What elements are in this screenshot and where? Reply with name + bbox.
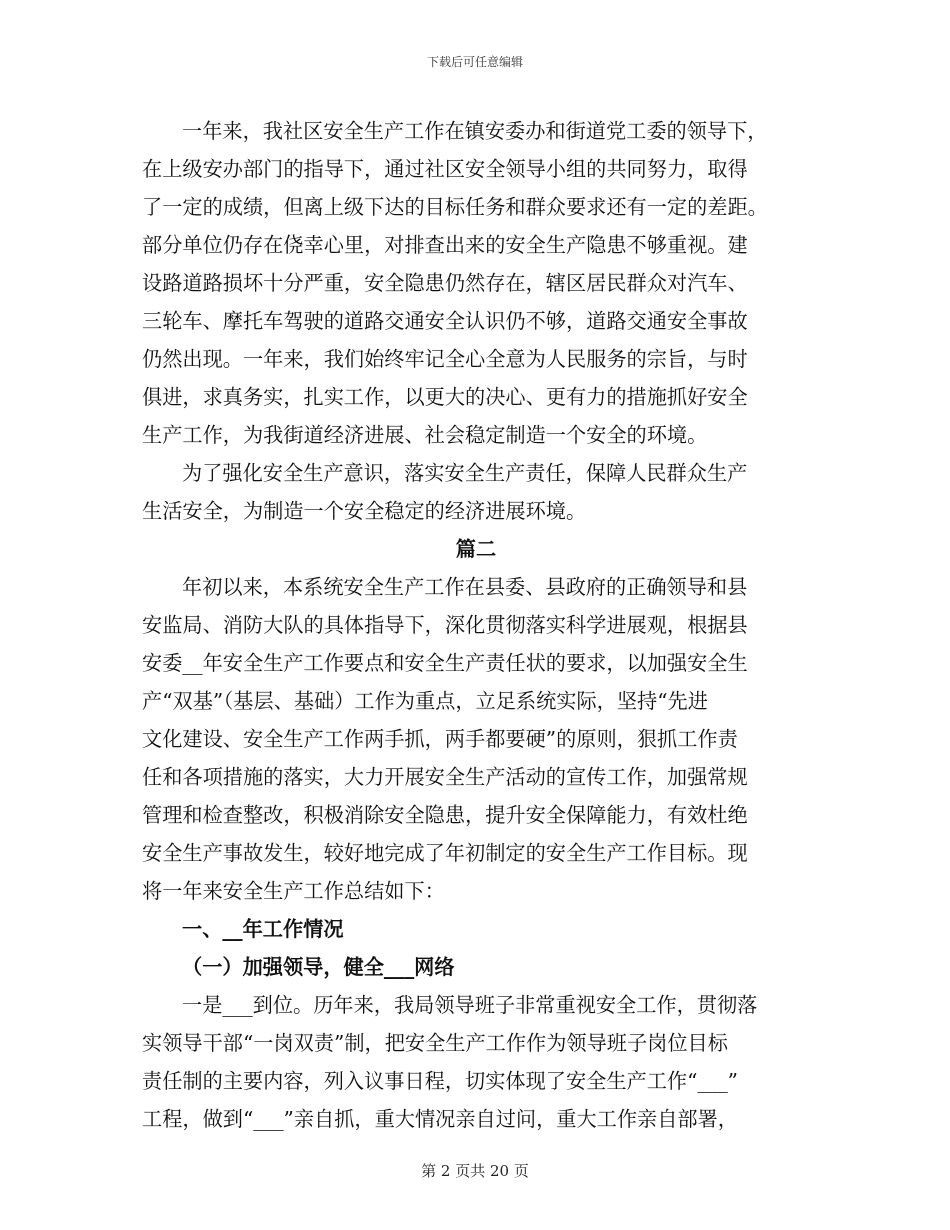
paragraph-line: 俱进，求真务实，扎实工作，以更大的决心、更有力的措施抓好安全 (142, 385, 748, 409)
paragraph-line: 设路道路损坏十分严重，安全隐患仍然存在，辖区居民群众对汽车、 (142, 271, 748, 295)
paragraph-line: 工程，做到“___”亲自抓，重大情况亲自过问，重大工作亲自部署， (142, 1107, 738, 1131)
heading-level-1: 一、__年工作情况 (182, 917, 344, 941)
paragraph-line: 安全生产事故发生，较好地完成了年初制定的安全生产工作目标。现 (142, 841, 748, 865)
page-footer: 第 2 页共 20 页 (421, 1162, 529, 1180)
heading-level-2: （一）加强领导，健全___网络 (182, 955, 455, 979)
paragraph-line: 生活安全，为制造一个安全稳定的经济进展环境。 (142, 499, 587, 523)
paragraph-line: 安监局、消防大队的具体指导下，深化贯彻落实科学进展观，根据县 (142, 613, 748, 637)
paragraph-line: 三轮车、摩托车驾驶的道路交通安全认识仍不够，道路交通安全事故 (142, 309, 748, 333)
paragraph-line: 为了强化安全生产意识，落实安全生产责任，保障人民群众生产 (182, 461, 748, 485)
paragraph-line: 部分单位仍存在侥幸心里，对排查出来的安全生产隐患不够重视。建 (142, 233, 748, 257)
paragraph-line: 生产工作，为我街道经济进展、社会稳定制造一个安全的环境。 (142, 423, 708, 447)
paragraph-line: 文化建设、安全生产工作两手抓，两手都要硬”的原则，狠抓工作责 (142, 727, 738, 751)
paragraph-line: 管理和检查整改，积极消除安全隐患，提升安全保障能力，有效杜绝 (142, 803, 748, 827)
paragraph-line: 在上级安办部门的指导下，通过社区安全领导小组的共同努力，取得 (142, 157, 748, 181)
paragraph-line: 了一定的成绩，但离上级下达的目标任务和群众要求还有一定的差距。 (142, 195, 768, 219)
paragraph-line: 仍然出现。一年来，我们始终牢记全心全意为人民服务的宗旨，与时 (142, 347, 748, 371)
paragraph-line: 年初以来，本系统安全生产工作在县委、县政府的正确领导和县 (182, 575, 748, 599)
section-title: 篇二 (455, 537, 497, 561)
paragraph-line: 将一年来安全生产工作总结如下： (142, 879, 445, 903)
paragraph-line: 产“双基”（基层、基础）工作为重点，立足系统实际，坚持“先进 (142, 689, 708, 713)
document-body (142, 112, 810, 1138)
paragraph-line: 安委__年安全生产工作要点和安全生产责任状的要求，以加强安全生 (142, 651, 748, 675)
paragraph-line: 一是___到位。历年来，我局领导班子非常重视安全工作，贯彻落 (182, 993, 758, 1017)
page-header: 下载后可任意编辑 (426, 55, 523, 69)
paragraph-line: 实领导干部“一岗双责”制，把安全生产工作作为领导班子岗位目标 (142, 1031, 728, 1055)
paragraph-line: 一年来，我社区安全生产工作在镇安委办和街道党工委的领导下， (182, 119, 768, 143)
paragraph-line: 责任制的主要内容，列入议事日程，切实体现了安全生产工作“___” (142, 1069, 738, 1093)
paragraph-line: 任和各项措施的落实，大力开展安全生产活动的宣传工作，加强常规 (142, 765, 748, 789)
